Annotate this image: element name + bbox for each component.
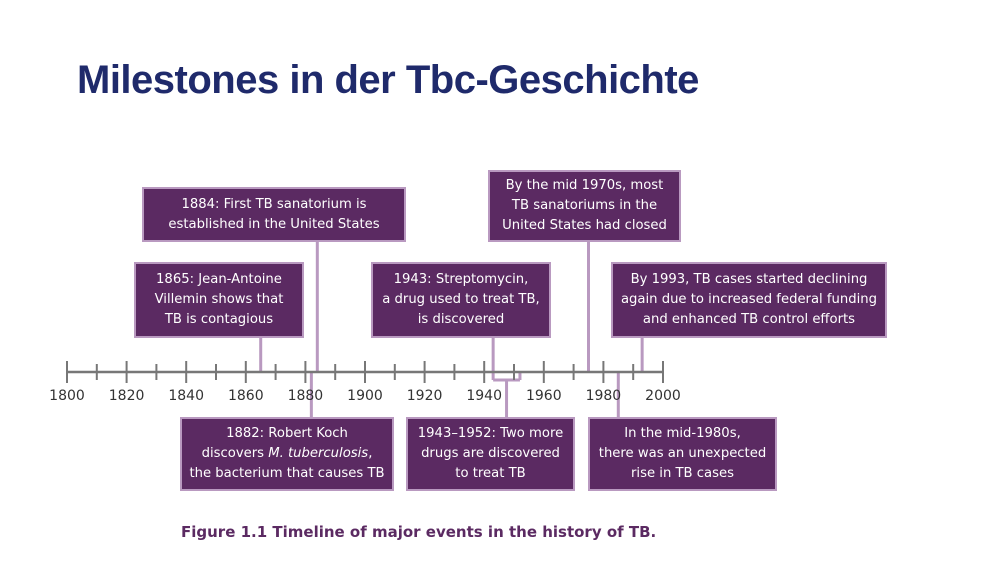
event-line: 1882: Robert Koch [226,426,348,441]
event-line: Villemin shows that [154,292,284,307]
event-line: By 1993, TB cases started declining [630,272,868,287]
event-line: the bacterium that causes TB [189,466,385,481]
event-line: TB is contagious [164,312,274,327]
axis-tick-label: 1900 [347,388,383,404]
event-line: drugs are discovered [421,446,560,461]
timeline-axis [67,361,663,383]
event-box-1993 [611,262,887,338]
figure-caption: Figure 1.1 Timeline of major events in the history of TB. [181,523,657,541]
event-box-1943-1952 [406,417,575,491]
event-line: 1865: Jean-Antoine [156,272,282,287]
event-line: to treat TB [455,466,526,481]
event-box-1882 [180,417,394,491]
event-line: By the mid 1970s, most [505,178,664,193]
axis-tick-label: 1960 [525,388,562,404]
axis-tick-label: 2000 [645,388,681,404]
event-line: rise in TB cases [631,466,734,481]
event-line: established in the United States [168,216,380,232]
axis-tick-label: 1820 [108,388,145,404]
event-box-mid-1970s [488,170,681,242]
axis-tick-label: 1860 [227,388,264,404]
event-box-mid-1980s [588,417,777,491]
event-box-1943 [371,262,551,338]
event-line: In the mid-1980s, [624,426,741,441]
event-line: TB sanatoriums in the [511,198,658,213]
event-line: United States had closed [502,218,667,233]
event-line: a drug used to treat TB, [382,292,540,307]
event-box-1865 [134,262,304,338]
page-title: Milestones in der Tbc-Geschichte [77,58,699,102]
axis-tick-label: 1840 [168,388,204,404]
species-name: M. tuberculosis [268,446,369,461]
event-line: again due to increased federal funding [620,292,878,307]
event-line: 1943–1952: Two more [417,426,564,441]
event-line: 1943: Streptomycin, [393,272,529,287]
axis-tick-label: 1980 [585,388,622,404]
axis-tick-label: 1800 [49,388,85,404]
event-line: and enhanced TB control efforts [642,312,856,327]
axis-tick-label: 1920 [406,388,443,404]
event-line: discovers M. tuberculosis, [201,446,373,461]
event-line: is discovered [417,312,505,327]
event-line: 1884: First TB sanatorium is [181,196,367,212]
axis-tick-label: 1940 [466,388,502,404]
axis-tick-label: 1880 [287,388,324,404]
event-line: there was an unexpected [598,446,767,461]
event-box-1884 [142,187,406,242]
